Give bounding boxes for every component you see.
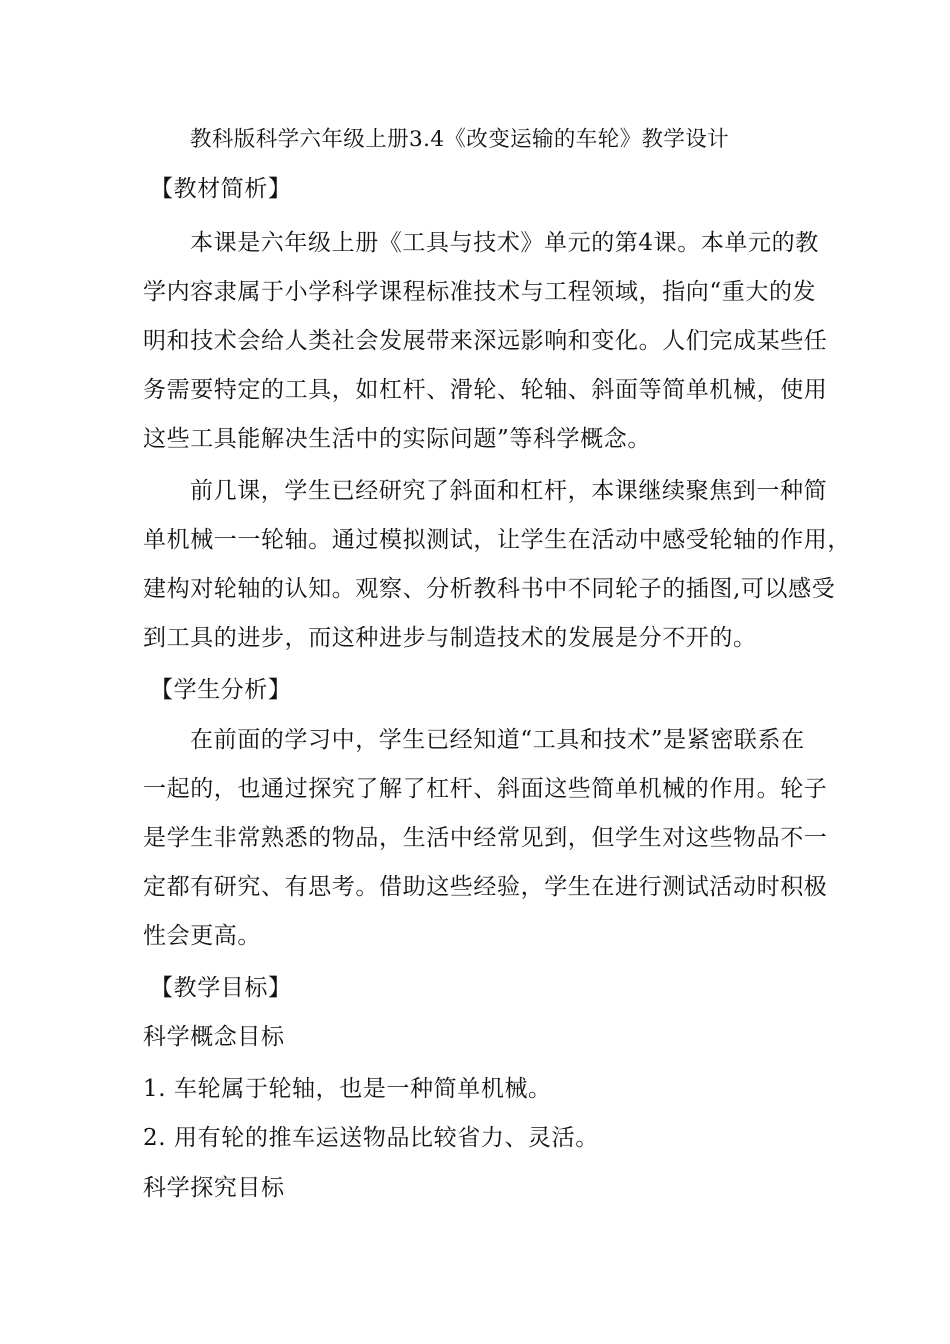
subsection-label-concept: 科学概念目标 <box>143 1024 285 1050</box>
paragraph-line: 务需要特定的工具，如杠杆、滑轮、轮轴、斜面等简单机械，使用 <box>143 377 828 403</box>
paragraph-line: 是学生非常熟悉的物品，生活中经常见到，但学生对这些物品不一 <box>143 825 828 851</box>
section-heading-students: 【学生分析】 <box>150 677 292 703</box>
paragraph-line: 性会更高。 <box>143 923 261 949</box>
list-item: 1. 车轮属于轮轴，也是一种简单机械。 <box>143 1076 552 1102</box>
paragraph-line: 定都有研究、有思考。借助这些经验，学生在进行测试活动时积极 <box>143 874 828 900</box>
section-heading-materials: 【教材简析】 <box>150 176 292 202</box>
paragraph-line: 本课是六年级上册《工具与技术》单元的第4课。本单元的教 <box>190 230 819 256</box>
subsection-label-inquiry: 科学探究目标 <box>143 1175 285 1201</box>
paragraph-line: 一起的，也通过探究了解了杠杆、斜面这些简单机械的作用。轮子 <box>143 776 828 802</box>
document-title: 教科版科学六年级上册3.4《改变运输的车轮》教学设计 <box>190 127 730 152</box>
paragraph-line: 建构对轮轴的认知。观察、分析教科书中不同轮子的插图,可以感受 <box>143 576 836 602</box>
paragraph-line: 明和技术会给人类社会发展带来深远影响和变化。人们完成某些任 <box>143 328 828 354</box>
paragraph-line: 到工具的进步，而这种进步与制造技术的发展是分不开的。 <box>143 625 757 651</box>
paragraph-line: 在前面的学习中，学生已经知道“工具和技术”是紧密联系在 <box>190 727 805 753</box>
paragraph-line: 学内容隶属于小学科学课程标准技术与工程领域，指向“重大的发 <box>143 279 817 305</box>
paragraph-line: 前几课，学生已经研究了斜面和杠杆，本课继续聚焦到一种简 <box>190 478 828 504</box>
paragraph-line: 单机械一一轮轴。通过模拟测试，让学生在活动中感受轮轴的作用， <box>143 527 851 553</box>
paragraph-line: 这些工具能解决生活中的实际问题”等科学概念。 <box>143 426 651 452</box>
list-item: 2. 用有轮的推车运送物品比较省力、灵活。 <box>143 1125 599 1151</box>
section-heading-goals: 【教学目标】 <box>150 975 292 1001</box>
